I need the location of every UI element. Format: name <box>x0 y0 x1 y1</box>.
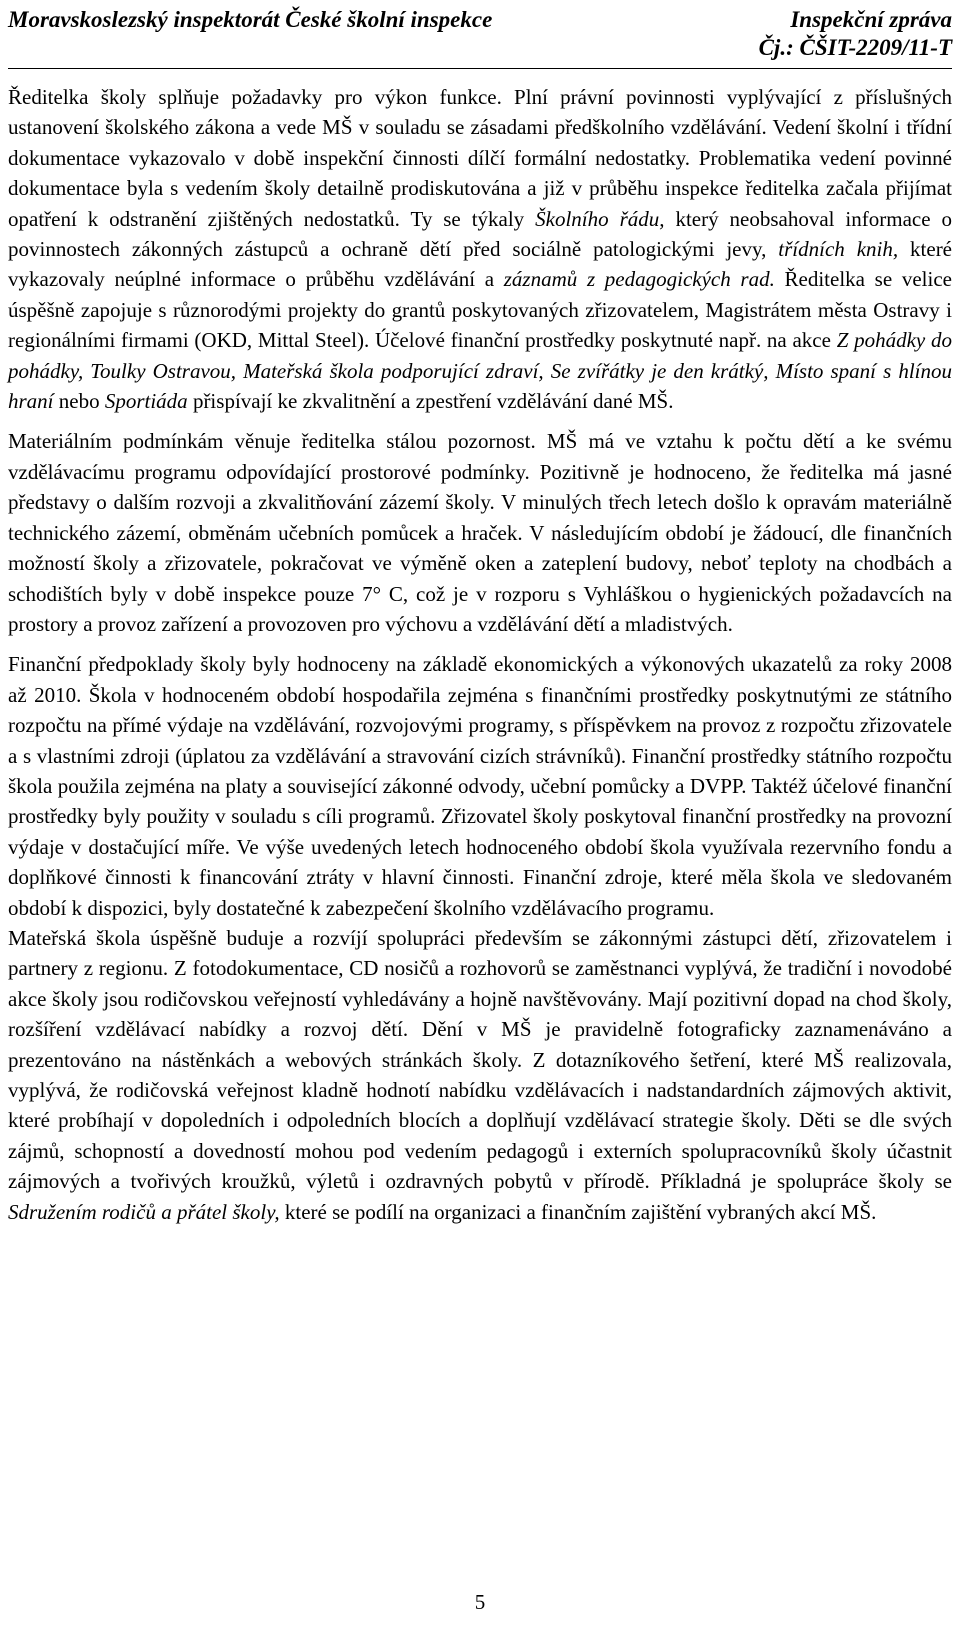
italic-text: záznamů z pedagogických rad. <box>503 267 775 292</box>
text-run: přispívají ke zkvalitnění a zpestření vzdělávání dané MŠ. <box>187 389 674 414</box>
text-run: nebo <box>53 389 105 414</box>
text-run: Ředitelka školy splňuje požadavky pro výkon funkce. Plní právní povinnosti vyplývající z příslušných ustanovení školského zákona a vede MŠ v souladu se zásadami předškolního vzdělávání. Vedení školní i třídní dokumentace vykazovalo v době inspekční činnosti dílčí formální nedostatky. Problematika vedení povinné dokumentace byla s vedením školy detailně prodiskutována a již v průběhu inspekce ředitelka začala přijímat opatření k odstranění zjištěných nedostatků. Ty se týkaly <box>8 85 952 231</box>
paragraph <box>8 923 952 1227</box>
text-run: Finanční předpoklady školy byly hodnoceny na základě ekonomických a výkonových ukazatelů za roky 2008 až 2010. Škola v hodnoceném období hospodařila zejména s finančními prostředky poskytnutými ze státního rozpočtu na přímé výdaje na vzdělávání, rozvojovými programy, s příspěvkem na provoz z rozpočtu zřizovatele a s vlastními zdroji (úplatou za vzdělávání a stravování cizích strávníků). Finanční prostředky státního rozpočtu škola použila zejména na platy a související zákonné odvody, učební pomůcky a DVPP. Taktéž účelové finanční prostředky byly použity v souladu s cíli programů. Zřizovatel školy poskytoval finanční prostředky na provozní výdaje v dostačující míře. Ve výše uvedených letech hodnoceného období škola využívala rezervního fondu a doplňkové činnosti k financování ztráty v hlavní činnosti. Finanční zdroje, které měla škola ve sledovaném období k dispozici, byly dostatečné k zabezpečení školního vzdělávacího programu. <box>8 652 952 920</box>
header-report-title: Inspekční zpráva <box>790 7 952 32</box>
paragraph <box>8 426 952 639</box>
document-body <box>8 82 952 1237</box>
text-run: Ředitelka se velice úspěšně zapojuje s různorodými projekty do grantů poskytovaných zřizovatelem, Magistrátem města Ostravy i regionálními firmami (OKD, Mittal Steel). Účelové finanční prostředky poskytnuté např. na akce <box>8 267 952 353</box>
italic-text: Školního řádu, <box>535 206 665 231</box>
header-reference-number: Čj.: ČŠIT-2209/11-T <box>758 35 952 60</box>
header-report-info <box>759 6 952 62</box>
text-run: které vykazovaly neúplné informace o průběhu vzdělávání a <box>8 237 953 292</box>
text-run: Mateřská škola úspěšně buduje a rozvíjí spolupráci především se zákonnými zástupci dětí, zřizovatelem i partnery z regionu. Z fotodokumentace, CD nosičů a rozhovorů se zaměstnanci vyplývá, že tradiční i novodobé akce školy jsou rodičovskou veřejností vyhledávány a hojně navštěvovány. Mají pozitivní dopad na chod školy, rozšíření vzdělávací nabídky a rozvoj dětí. Dění v MŠ je pravidelně fotograficky zaznamenáváno a prezentováno na nástěnkách a webových stránkách školy. Z dotazníkového šetření, které MŠ realizovala, vyplývá, že rodičovská veřejnost kladně hodnotí nabídku vzdělávacích i nadstandardních zájmových aktivit, které probíhají v dopoledních i odpoledních blocích a doplňují vzdělávací strategie školy. Děti se dle svých zájmů, schopností a dovedností mohou pod vedením pedagogů i externích spolupracovníků školy účastnit zájmových a tvořivých kroužků, výletů i ozdravných pobytů v přírodě. Příkladná je spolupráce školy se <box>8 925 952 1194</box>
italic-text: třídních knih, <box>778 237 899 262</box>
paragraph <box>8 649 952 923</box>
text-run: Materiálním podmínkám věnuje ředitelka stálou pozornost. MŠ má ve vztahu k počtu dětí a ke svému vzdělávacímu programu odpovídající prostorové podmínky. Pozitivně je hodnoceno, že ředitelka má jasné představy o dalším rozvoji a zkvalitňování zázemí školy. V minulých třech letech došlo k opravám materiálně technického zázemí, obměnám učebních pomůcek a hraček. V následujícím období je žádoucí, dle finančních možností školy a zřizovatele, pokračovat ve výměně oken a zateplení budovy, neboť teploty na chodbách a schodištích byly v době inspekce pouze 7° C, což je v rozporu s Vyhláškou o hygienických požadavcích na prostory a provoz zařízení a provozoven pro výchovu a vzdělávání dětí a mladistvých. <box>8 429 952 636</box>
italic-text: Sportiáda <box>104 389 188 414</box>
paragraph <box>8 82 952 416</box>
text-run: které se podílí na organizaci a finančním zajištění vybraných akcí MŠ. <box>279 1199 877 1224</box>
page-number: 5 <box>474 1590 486 1614</box>
text-run: který neobsahoval informace o povinnostech zákonných zástupců a ochraně dětí před sociálně patologickými jevy, <box>8 206 952 262</box>
page-header <box>8 6 952 69</box>
header-institution: Moravskoslezský inspektorát České školní inspekce <box>8 7 493 32</box>
italic-text: Z pohádky do pohádky, Toulky Ostravou, Mateřská škola podporující zdraví, Se zvířátky je den krátký, Místo spaní s hlínou hraní <box>8 328 952 414</box>
italic-text: Sdružením rodičů a přátel školy, <box>8 1199 280 1224</box>
